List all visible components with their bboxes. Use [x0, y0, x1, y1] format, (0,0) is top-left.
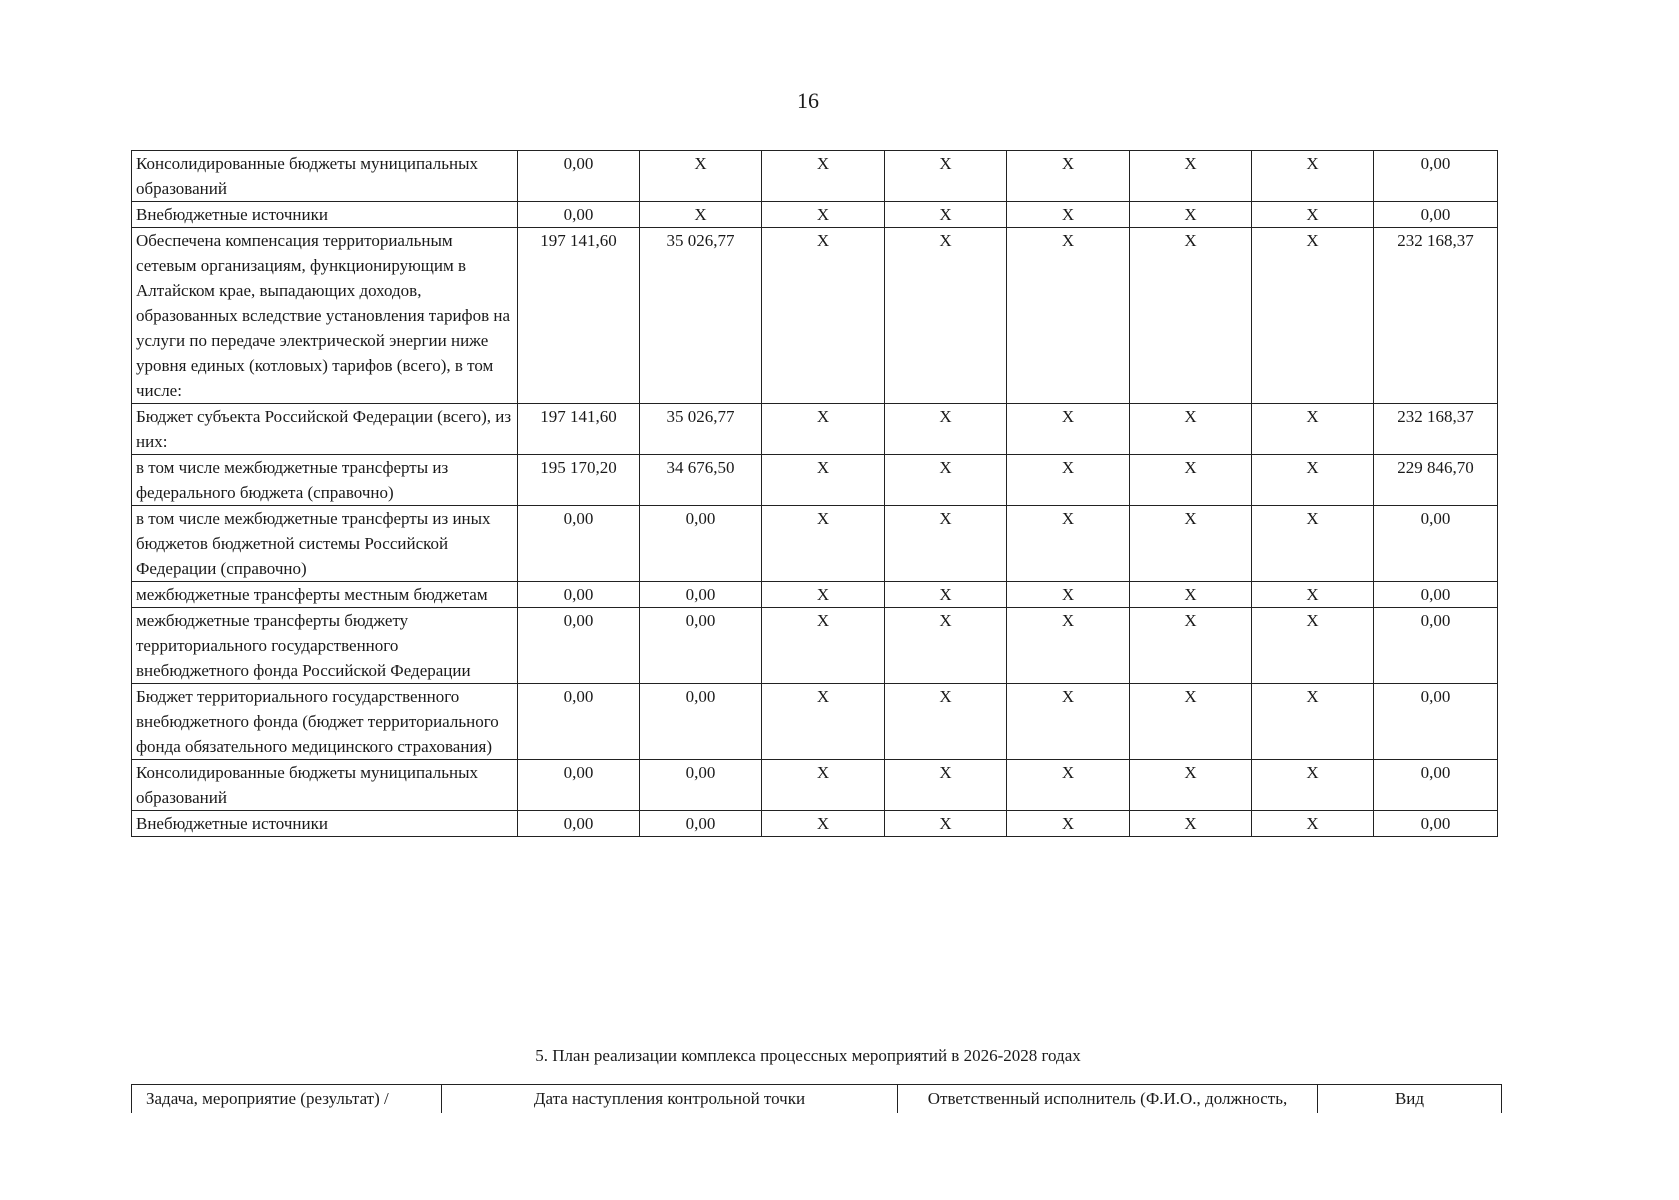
cell-value: X [1130, 506, 1252, 582]
cell-value: X [1252, 202, 1374, 228]
row-label: Обеспечена компенсация территориальным сетевым организациям, функционирующим в Алтайском крае, выпадающих доходов, образованных вследствие установления тарифов на услуги по передаче электрической энергии ниже уровня единых (котловых) тарифов (всего), в том числе: [132, 228, 518, 404]
table-row [132, 608, 1498, 684]
cell-value: 0,00 [1374, 506, 1498, 582]
cell-value: X [1252, 811, 1374, 837]
cell-value: X [762, 684, 885, 760]
cell-value: X [762, 228, 885, 404]
cell-value: X [1130, 608, 1252, 684]
cell-value: 0,00 [1374, 202, 1498, 228]
cell-value: X [1007, 506, 1130, 582]
row-label: в том числе межбюджетные трансферты из иных бюджетов бюджетной системы Российской Федерации (справочно) [132, 506, 518, 582]
cell-value: X [762, 455, 885, 506]
table-row [132, 760, 1498, 811]
cell-value: 232 168,37 [1374, 228, 1498, 404]
cell-value: X [762, 404, 885, 455]
row-label: межбюджетные трансферты бюджету территориального государственного внебюджетного фонда Российской Федерации [132, 608, 518, 684]
cell-value: 232 168,37 [1374, 404, 1498, 455]
plan-header-date: Дата наступления контрольной точки [442, 1085, 898, 1114]
row-label: Внебюджетные источники [132, 811, 518, 837]
cell-value: X [1007, 151, 1130, 202]
row-label: в том числе межбюджетные трансферты из федерального бюджета (справочно) [132, 455, 518, 506]
cell-value: X [1007, 684, 1130, 760]
cell-value: 0,00 [1374, 582, 1498, 608]
cell-value: X [1007, 202, 1130, 228]
row-label: Внебюджетные источники [132, 202, 518, 228]
cell-value: X [1130, 228, 1252, 404]
row-label: межбюджетные трансферты местным бюджетам [132, 582, 518, 608]
cell-value: X [1130, 151, 1252, 202]
cell-value: X [1252, 506, 1374, 582]
cell-value: 0,00 [640, 506, 762, 582]
cell-value: 0,00 [518, 760, 640, 811]
cell-value: 0,00 [640, 582, 762, 608]
cell-value: 0,00 [640, 760, 762, 811]
cell-value: X [1007, 760, 1130, 811]
section-title: 5. План реализации комплекса процессных мероприятий в 2026-2028 годах [535, 1046, 1081, 1065]
table-row [132, 506, 1498, 582]
cell-value: X [762, 202, 885, 228]
cell-value: X [640, 202, 762, 228]
cell-value: 0,00 [640, 811, 762, 837]
cell-value: X [1252, 228, 1374, 404]
cell-value: 0,00 [518, 811, 640, 837]
cell-value: X [762, 608, 885, 684]
cell-value: X [1252, 455, 1374, 506]
cell-value: X [1007, 608, 1130, 684]
cell-value: X [885, 404, 1007, 455]
cell-value: X [1130, 811, 1252, 837]
cell-value: X [762, 506, 885, 582]
cell-value: 0,00 [640, 684, 762, 760]
cell-value: X [1252, 608, 1374, 684]
plan-header-responsible: Ответственный исполнитель (Ф.И.О., должность, [898, 1085, 1318, 1114]
cell-value: X [762, 582, 885, 608]
row-label: Бюджет территориального государственного внебюджетного фонда (бюджет территориального фонда обязательного медицинского страхования) [132, 684, 518, 760]
cell-value: X [1252, 151, 1374, 202]
table-row [132, 455, 1498, 506]
cell-value: X [1007, 582, 1130, 608]
plan-table [131, 1084, 1502, 1113]
cell-value: X [885, 151, 1007, 202]
cell-value: 35 026,77 [640, 404, 762, 455]
cell-value: 197 141,60 [518, 404, 640, 455]
cell-value: X [1252, 760, 1374, 811]
cell-value: X [1007, 228, 1130, 404]
cell-value: X [640, 151, 762, 202]
cell-value: 229 846,70 [1374, 455, 1498, 506]
cell-value: 0,00 [518, 582, 640, 608]
cell-value: X [885, 760, 1007, 811]
table-row [132, 582, 1498, 608]
cell-value: X [885, 811, 1007, 837]
cell-value: 0,00 [518, 506, 640, 582]
cell-value: 0,00 [1374, 684, 1498, 760]
cell-value: X [885, 506, 1007, 582]
cell-value: X [762, 811, 885, 837]
cell-value: X [1130, 684, 1252, 760]
cell-value: X [1007, 455, 1130, 506]
cell-value: 0,00 [518, 684, 640, 760]
row-label: Бюджет субъекта Российской Федерации (всего), из них: [132, 404, 518, 455]
cell-value: X [885, 228, 1007, 404]
cell-value: X [1130, 582, 1252, 608]
table-row [132, 811, 1498, 837]
cell-value: 0,00 [518, 202, 640, 228]
row-label: Консолидированные бюджеты муниципальных образований [132, 151, 518, 202]
cell-value: 0,00 [518, 151, 640, 202]
cell-value: X [885, 684, 1007, 760]
table-row [132, 202, 1498, 228]
cell-value: X [885, 202, 1007, 228]
cell-value: X [762, 151, 885, 202]
cell-value: X [1007, 404, 1130, 455]
cell-value: X [1252, 684, 1374, 760]
cell-value: 0,00 [640, 608, 762, 684]
plan-header-row [132, 1085, 1502, 1114]
cell-value: 0,00 [1374, 760, 1498, 811]
table-row [132, 404, 1498, 455]
funding-table-body [132, 151, 1498, 837]
funding-table [131, 150, 1498, 837]
cell-value: 195 170,20 [518, 455, 640, 506]
table-row [132, 151, 1498, 202]
cell-value: 34 676,50 [640, 455, 762, 506]
cell-value: X [885, 582, 1007, 608]
plan-header-task: Задача, мероприятие (результат) / [132, 1085, 442, 1114]
row-label: Консолидированные бюджеты муниципальных образований [132, 760, 518, 811]
cell-value: X [1252, 582, 1374, 608]
page-number: 16 [797, 88, 819, 113]
plan-header-type: Вид [1318, 1085, 1502, 1114]
table-row [132, 684, 1498, 760]
cell-value: X [1130, 404, 1252, 455]
cell-value: 197 141,60 [518, 228, 640, 404]
cell-value: 0,00 [518, 608, 640, 684]
cell-value: 0,00 [1374, 151, 1498, 202]
cell-value: 35 026,77 [640, 228, 762, 404]
cell-value: X [1007, 811, 1130, 837]
cell-value: 0,00 [1374, 608, 1498, 684]
cell-value: 0,00 [1374, 811, 1498, 837]
cell-value: X [885, 455, 1007, 506]
cell-value: X [1130, 455, 1252, 506]
cell-value: X [885, 608, 1007, 684]
cell-value: X [762, 760, 885, 811]
cell-value: X [1130, 760, 1252, 811]
cell-value: X [1130, 202, 1252, 228]
table-row [132, 228, 1498, 404]
cell-value: X [1252, 404, 1374, 455]
